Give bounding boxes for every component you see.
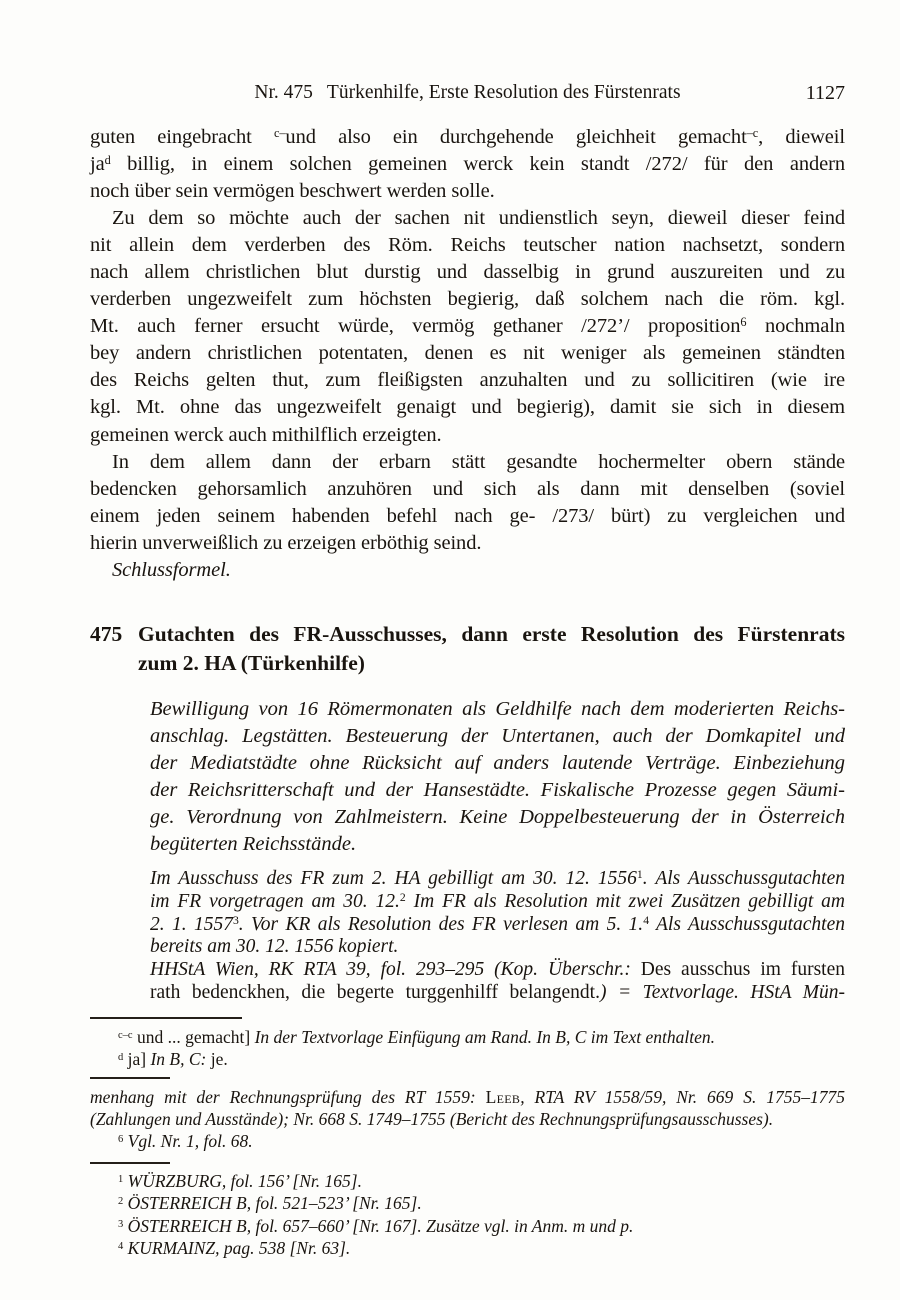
text-segment: In der Textvorlage Einfügung am Rand. In B, C im Text enthalten. [254,1027,716,1047]
superscript-marker: 3 [118,1218,124,1230]
text-segment: gemeinen werck auch mithilflich erzeigten. [90,423,442,446]
paragraph [90,1170,845,1192]
paragraph [90,1237,845,1259]
superscript-marker: 4 [643,913,650,927]
footnote-rule-continuation [90,1077,170,1079]
superscript-marker: –c [746,126,759,141]
text-line [90,1192,845,1214]
text-line [150,804,845,831]
text-line [90,449,845,476]
text-segment: guten eingebracht [90,126,274,148]
footnotes-variants [90,1026,845,1070]
text-segment: (Zahlungen und Ausstände); Nr. 668 S. 1749–1755 (Bericht des Rechnungsprüfungsausschusses). [90,1109,774,1129]
text-line [90,1086,845,1108]
text-segment: der Mediatstädte ohne Rücksicht auf anders lautende Verträge. Einbeziehung [150,751,845,774]
text-line [90,151,845,178]
text-segment: je. [206,1049,228,1069]
superscript-marker: 2 [118,1196,124,1208]
text-segment: ) = Textvorlage. HStA Mün- [599,981,845,1003]
text-segment: Zu dem so möchte auch der sachen nit undienstlich seyn, dieweil dieser feind [112,207,845,230]
text-segment: der Reichsritterschaft und der Hansestädte. Fiskalische Prozesse gegen Säumi- [150,778,845,801]
superscript-marker: c–c [118,1029,133,1041]
paragraph [90,205,845,448]
text-line [150,936,845,959]
footnote-rule-references [90,1162,170,1164]
superscript-marker: d [118,1051,124,1063]
text-line [90,1108,845,1130]
text-segment: rath bedenckhen, die begerte turggenhilff belangendt. [150,981,600,1003]
paragraph [90,557,845,584]
text-segment: , dieweil [758,126,845,148]
text-line [90,313,845,340]
text-segment: HHStA Wien, RK RTA 39, fol. 293–295 (Kop. Überschr.: [150,959,641,981]
text-segment: In B, C: [150,1049,207,1069]
text-segment: des Reichs gelten thut, zum fleißigsten anzuhalten und zu sollicitiren (wie ire [90,369,845,392]
text-line [90,124,845,151]
text-line [90,503,845,530]
text-segment: zum 2. HA (Türkenhilfe) [138,651,365,675]
text-segment: im FR vorgetragen am 30. 12. [150,890,400,912]
entry-heading [90,620,845,678]
text-segment: , [520,1087,535,1107]
text-line [90,1026,845,1048]
text-line [90,1130,845,1152]
superscript-marker: d [104,153,111,168]
text-segment: nit allein dem verderben des Röm. Reichs teutscher nation nachsetzt, sondern [90,234,845,257]
text-segment: WÜRZBURG, fol. 156’ [Nr. 165]. [123,1171,362,1191]
page-number: 1127 [805,82,845,104]
text-line [90,178,845,205]
text-line [90,422,845,449]
text-segment: . Vor KR als Resolution des FR verlesen am 5. 1. [238,913,644,935]
superscript-marker: c– [274,126,286,141]
footnotes-references [90,1170,845,1260]
text-segment: Bewilligung von 16 Römermonaten als Geldhilfe nach dem moderierten Reichs- [150,698,845,720]
text-line [90,1215,845,1237]
superscript-marker: 3 [232,913,239,927]
text-segment: Mt. auch ferner ersucht würde, vermög gethaner /272’/ proposition [90,315,741,338]
paragraph [150,959,845,1005]
text-segment: kgl. Mt. ohne das ungezweifelt genaigt und begierig), damit sie sich in diesem [90,396,845,419]
footnote-rule-variants [90,1017,242,1019]
text-segment: bedencken gehorsamlich anzuhören und sich als dann mit denselben (soviel [90,477,845,500]
paragraph [90,1130,845,1152]
entry-number-label: Nr. 475 [254,82,313,103]
text-segment: . Als Ausschussgutachten [642,868,845,889]
superscript-marker: 1 [118,1173,124,1185]
text-segment: ja] [123,1049,151,1069]
text-segment: anschlag. Legstätten. Besteuerung der Untertanen, auch der Domkapitel und [150,724,845,747]
text-line [150,831,845,858]
text-line [90,1237,845,1259]
paragraph [90,124,845,205]
text-segment: ÖSTERREICH B, fol. 521–523’ [Nr. 165]. [123,1193,422,1214]
text-segment: Des ausschus im fursten [640,959,845,981]
text-line [90,259,845,286]
text-segment: Im Ausschuss des FR zum 2. HA gebilligt am 30. 12. 1556 [150,868,637,889]
text-segment: bereits am 30. 12. 1556 kopiert. [150,936,399,958]
paragraph [150,696,845,857]
procedural-notes [150,868,845,1005]
paragraph [90,1086,845,1130]
text-line [150,868,845,891]
text-segment: RTA RV 1558/59, Nr. 669 S. 1755–1775 [534,1087,845,1107]
running-header-text: Türkenhilfe, Erste Resolution des Fürstenrats [326,82,681,103]
text-segment: Schlussformel. [112,558,231,581]
running-header-title [90,82,845,104]
text-line [138,649,845,678]
text-line [90,530,845,557]
paragraph [150,868,845,959]
superscript-marker: 2 [399,891,406,905]
text-segment: Gutachten des FR-Ausschusses, dann erste Resolution des Fürstenrats [138,622,845,646]
paragraph [90,449,845,557]
text-segment: billig, in einem solchen gemeinen werck kein standt /272/ für den andern [110,153,845,176]
superscript-marker: 6 [118,1133,124,1145]
text-line [90,476,845,503]
text-line [90,1170,845,1192]
text-line [90,367,845,394]
text-segment: begüterten Reichsstände. [150,832,357,855]
text-line [90,1048,845,1070]
text-segment: 2. 1. 1557 [150,913,233,935]
superscript-marker: 4 [118,1241,124,1253]
entry-heading-number: 475 [90,622,123,646]
superscript-marker: 1 [636,868,643,882]
text-line [90,205,845,232]
text-line [150,914,845,937]
text-line [90,394,845,421]
body-text [90,124,845,584]
text-segment: ja [90,153,105,176]
text-segment: und also ein durchgehende gleichheit gemacht [285,126,747,148]
text-segment: ge. Verordnung von Zahlmeistern. Keine Doppelbesteuerung der in Österreich [150,805,845,828]
text-segment: KURMAINZ, pag. 538 [Nr. 63]. [123,1238,351,1259]
text-segment: Leeb [485,1087,521,1107]
text-line [150,959,845,982]
paragraph [90,1048,845,1070]
text-line [90,232,845,259]
footnotes-continuation [90,1086,845,1152]
text-segment: hierin unverweißlich zu erzeigen erböthig seind. [90,531,482,554]
text-segment: In dem allem dann der erbarn stätt gesandte hochermelter obern stände [112,450,845,473]
text-segment: ÖSTERREICH B, fol. 657–660’ [Nr. 167]. Zusätze vgl. in Anm. m und p. [123,1215,634,1236]
text-line [150,750,845,777]
superscript-marker: 6 [740,315,747,330]
text-segment: bey andern christlichen potentaten, denen es nit weniger als gemeinen ständten [90,342,845,365]
paragraph [90,1192,845,1214]
text-segment: nach allem christlichen blut durstig und dasselbig in grund auszureiten und zu [90,261,845,284]
text-line [150,723,845,750]
text-segment: Vgl. Nr. 1, fol. 68. [127,1131,253,1151]
text-segment: nochmaln [746,315,845,338]
entry-heading-text [138,620,845,678]
text-segment: noch über sein vermögen beschwert werden solle. [90,180,495,203]
text-line [90,557,845,584]
text-line [138,620,845,649]
running-header [90,82,845,108]
text-line [90,340,845,367]
text-line [150,982,845,1005]
text-segment: Als Ausschussgutachten [649,913,846,935]
paragraph [138,620,845,678]
paragraph [90,1026,845,1048]
text-line [150,777,845,804]
text-segment: Im FR als Resolution mit zwei Zusätzen gebilligt am [405,890,845,912]
paragraph [90,1215,845,1237]
text-line [90,286,845,313]
text-line [150,696,845,723]
text-line [150,891,845,914]
text-segment: verderben ungezweifelt zum höchsten begierig, daß solchem nach die röm. kgl. [90,288,845,311]
text-segment: und ... gemacht] [132,1027,255,1047]
entry-summary [150,696,845,857]
text-segment: menhang mit der Rechnungsprüfung des RT 1559: [90,1087,486,1107]
text-segment: einem jeden seinem habenden befehl nach ge- /273/ bürt) zu vergleichen und [90,504,845,527]
